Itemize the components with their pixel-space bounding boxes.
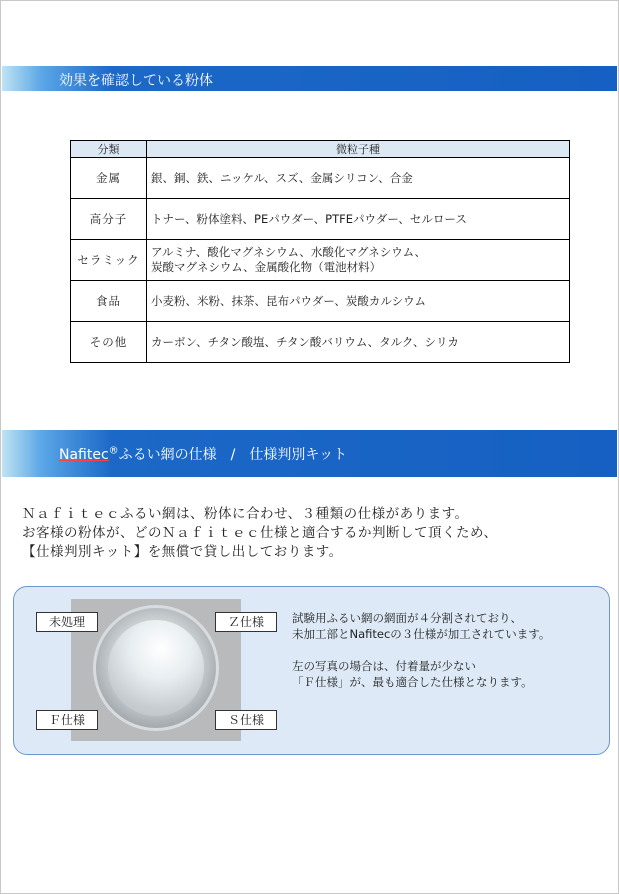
label-s-spec: Ｓ仕様	[215, 710, 277, 730]
section-title-specs	[59, 444, 347, 464]
section-banner-powders	[2, 66, 617, 91]
intro-line: Ｎａｆｉｔｅｃふるい網は、粉体に合わせ、３種類の仕様があります。	[22, 506, 469, 522]
section-banner-specs	[2, 430, 617, 477]
row-items: カーボン、チタン酸塩、チタン酸バリウム、タルク、シリカ	[147, 322, 570, 363]
table-row	[71, 158, 570, 199]
table-row	[71, 281, 570, 322]
table-header-row	[71, 141, 570, 158]
note-line: 左の写真の場合は、付着量が少ない	[292, 659, 476, 673]
table-row	[71, 199, 570, 240]
sieve-mesh-image	[108, 620, 204, 716]
table-row	[71, 322, 570, 363]
row-category: セラミック	[71, 240, 147, 281]
section-title-rest: ふるい網の仕様 / 仕様判別キット	[118, 447, 348, 463]
note-line: 未加工部とNafitecの３仕様が加工されています。	[292, 627, 551, 641]
header-category: 分類	[71, 141, 147, 158]
brand-name: Nafitec	[59, 447, 109, 463]
row-items: 小麦粉、米粉、抹茶、昆布パウダー、炭酸カルシウム	[147, 281, 570, 322]
label-untreated: 未処理	[36, 612, 98, 632]
intro-line: 【仕様判別キット】を無償で貸し出しております。	[22, 544, 343, 560]
header-particle-type: 微粒子種	[147, 141, 570, 158]
row-category: 食品	[71, 281, 147, 322]
intro-paragraph	[22, 505, 497, 562]
row-items: アルミナ、酸化マグネシウム、水酸化マグネシウム、 炭酸マグネシウム、金属酸化物（電池材料）	[147, 240, 570, 281]
row-items: トナー、粉体塗料、PEパウダー、PTFEパウダー、セルロース	[147, 199, 570, 240]
section-title-powders: 効果を確認している粉体	[59, 73, 213, 89]
row-category: 高分子	[71, 199, 147, 240]
row-items: 銀、銅、鉄、ニッケル、スズ、金属シリコン、合金	[147, 158, 570, 199]
registered-mark: ®	[108, 445, 119, 457]
powder-table	[70, 140, 570, 363]
table-row	[71, 240, 570, 281]
note-line: 試験用ふるい網の網面が４分割されており、	[292, 611, 522, 625]
label-z-spec: Ｚ仕様	[215, 612, 277, 632]
intro-line: お客様の粉体が、どのＮａｆｉｔｅｃ仕様と適合するか判断して頂くため、	[22, 525, 498, 541]
row-category: その他	[71, 322, 147, 363]
kit-note	[292, 610, 550, 690]
label-f-spec: Ｆ仕様	[36, 710, 98, 730]
row-category: 金属	[71, 158, 147, 199]
sieve-dish-image	[93, 605, 219, 731]
note-line: 「Ｆ仕様」が、最も適合した仕様となります。	[292, 675, 533, 689]
note-spacer	[292, 642, 550, 658]
